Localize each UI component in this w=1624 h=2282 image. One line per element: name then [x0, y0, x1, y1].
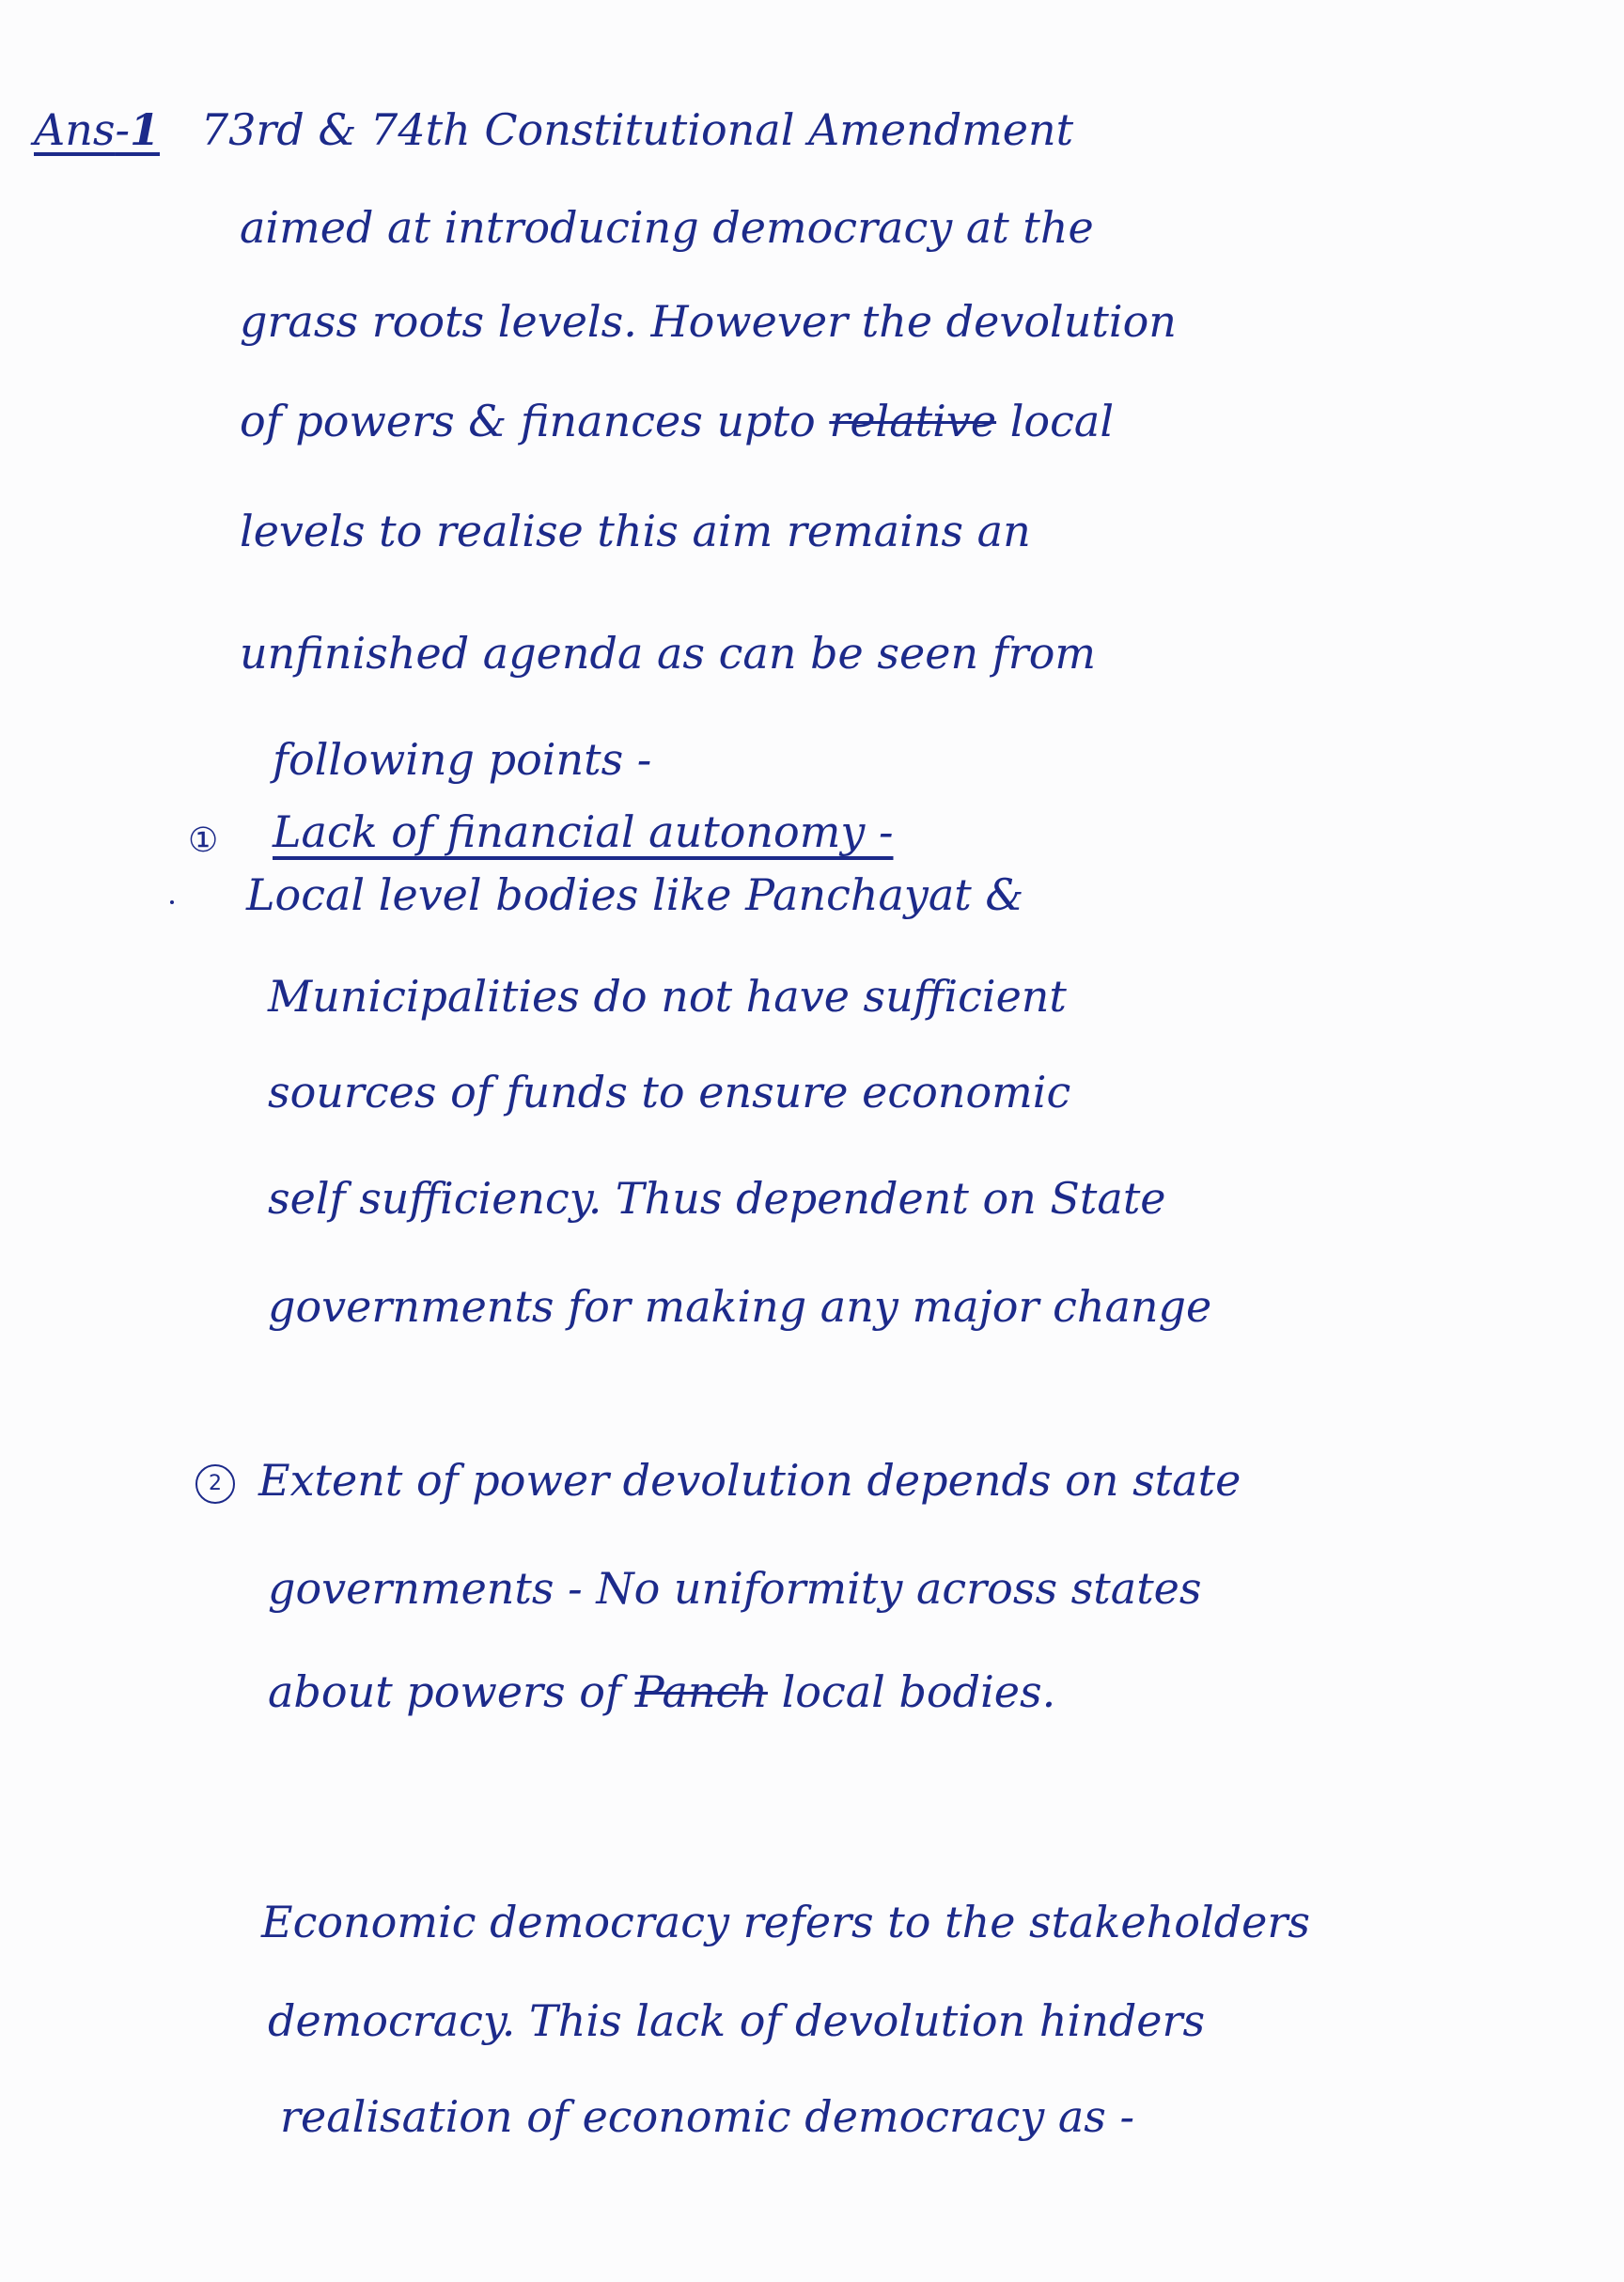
- bullet-dot: [170, 900, 174, 904]
- point-2-marker: 2: [195, 1464, 235, 1504]
- struck-word: Panch: [634, 1666, 768, 1717]
- point-2-line-1: Extent of power devolution depends on state: [258, 1455, 1241, 1506]
- point-2-line-2: governments - No uniformity across states: [268, 1563, 1202, 1614]
- point-1-line-2: Municipalities do not have sufficient: [268, 971, 1067, 1022]
- answer-line-2: aimed at introducing democracy at the: [240, 202, 1094, 253]
- answer-line-5: levels to realise this aim remains an: [240, 506, 1031, 556]
- answer-line-6: unfinished agenda as can be seen from: [240, 628, 1097, 679]
- closing-line-2: democracy. This lack of devolution hinders: [268, 1995, 1206, 2046]
- point-1-line-4: self sufficiency. Thus dependent on State: [268, 1173, 1166, 1224]
- struck-word: relative: [829, 396, 997, 446]
- point-1-line-3: sources of funds to ensure economic: [268, 1067, 1071, 1118]
- answer-first-line: [34, 102, 1073, 158]
- answer-label: Ans-1: [34, 104, 161, 155]
- point-1-marker: ①: [188, 821, 219, 860]
- closing-line-3: realisation of economic democracy as -: [280, 2091, 1135, 2142]
- point-1-line-1: Local level bodies like Panchayat &: [246, 869, 1024, 920]
- answer-line-3: grass roots levels. However the devolution: [240, 296, 1177, 347]
- closing-line-1: Economic democracy refers to the stakeholders: [261, 1897, 1310, 1947]
- answer-line-4: of powers & finances upto relative local: [240, 396, 1115, 446]
- point-2-line-3: about powers of Panch local bodies.: [268, 1666, 1056, 1717]
- point-1-line-5: governments for making any major change: [268, 1281, 1212, 1332]
- answer-line-7: following points -: [273, 734, 652, 785]
- point-1-heading: Lack of financial autonomy -: [273, 806, 894, 857]
- answer-line-1: 73rd & 74th Constitutional Amendment: [200, 104, 1074, 155]
